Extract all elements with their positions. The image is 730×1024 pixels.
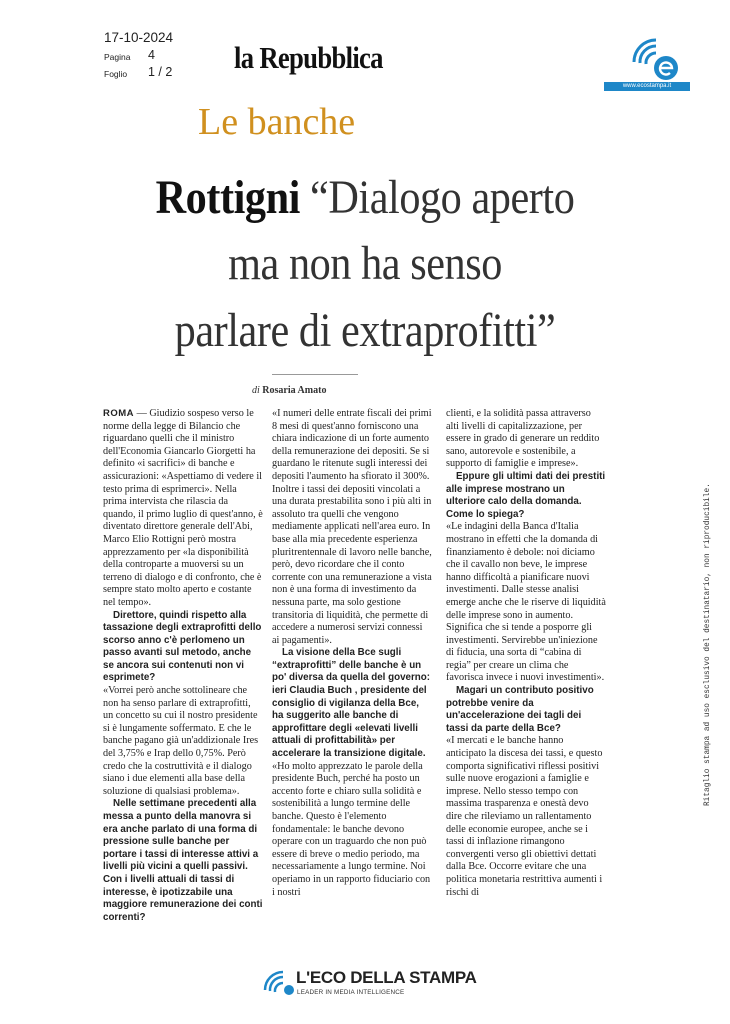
question: Magari un contributo positivo potrebbe venire da un'accelerazione dei tagli dei tassi da parte della Bce? (446, 685, 594, 734)
answer: «Le indagini della Banca d'Italia mostrano in effetti che la domanda di finanziamento è debole: noi diciamo che il cavallo non beve, le imprese hanno difficoltà a pianificare nuovi investimenti. Dalle stesse analisi emerge anche che le riserve di liquidità delle imprese sono in aumento. Significa che si tende a posporre gli investimenti. Servirebbe un'iniezione di fiducia, una sorta di “cabina di regia” per creare un clima che favorisca invece i nuovi investimenti». (446, 521, 606, 684)
section-kicker: Le banche (198, 101, 356, 143)
foglio-label: Foglio (104, 69, 128, 79)
headline-line-2: ma non ha senso (228, 237, 502, 290)
question: Eppure gli ultimi dati dei prestiti alle imprese mostrano un ulteriore calo della domanda. Come lo spiega? (446, 470, 606, 520)
date: 17-10-2024 (104, 30, 174, 45)
ecostampa-footer-logo-icon (262, 966, 298, 996)
ecostampa-logo-icon (630, 32, 682, 84)
article-column-2 (272, 408, 432, 899)
dateline-city: ROMA (103, 408, 135, 419)
byline (252, 385, 326, 396)
answer: «Ho molto apprezzato le parole della presidente Buch, perché ha posto un accento forte e chiaro sulla solidità e sostenibilità a lungo termine delle banche. Questo è l'elemento fondamentale: le banche devono operare con un traguardo che non può essere di breve o medio periodo, ma necessariamente a lungo termine. Noi operiamo in un rapporto fiduciario con i nostri (272, 760, 431, 898)
paragraph (103, 408, 263, 610)
headline-line-3: parlare di extraprofitti” (174, 304, 556, 357)
byline-prefix: di (252, 385, 260, 396)
answer: «I mercati e le banche hanno anticipato la discesa dei tassi, e questo comporta significativi riflessi positivi sulle nuove erogazioni a famiglie e imprese. Nello stesso tempo con massima trasparenza e onestà devo dire che rileviamo un rallentamento delle economie europee, anche se i tassi di inflazione rimangono convergenti verso gli obiettivi dettati dalla Bce. Occorre evitare che una politica monetaria restrittiva aumenti i rischi di (446, 735, 603, 898)
question: Direttore, quindi rispetto alla tassazione degli extraprofitti dello scorso anno c'è perlomeno un passo avanti sul metodo, anche se ancora sui contenuti non vi esprimete? (103, 609, 262, 684)
side-note-text: Ritaglio stampa ad uso esclusivo del destinatario, non riproducibile. (704, 483, 712, 806)
headline-quote-start: “Dialogo aperto (310, 171, 575, 224)
answer: clienti, e la solidità passa attraverso alti livelli di capitalizzazione, per essere in grado di generare un reddito sano, autorevole e sostenibile, a supporto di famiglie e imprese». (446, 408, 600, 470)
footer-brand: L'ECO DELLA STAMPA (296, 968, 477, 987)
ecostampa-url[interactable]: www.ecostampa.it (604, 82, 690, 91)
article-column-3 (446, 408, 606, 899)
newspaper-masthead: la Repubblica (234, 40, 383, 75)
paragraph-text: — Giudizio sospeso verso le norme della legge di Bilancio che riguardano quelli che il ministro dell'Economia Giancarlo Giorgetti ha definito «i sacrifici» di banche e assicurazioni: «Aspettiamo di vedere il testo prima di esprimerci». Nella prima intervista che rilascia da quando, il primo luglio di quest'anno, è diventato direttore generale dell'Abi, Marco Elio Rottigni però mostra apprezzamento per «la disponibilità della controparte a muoversi su un terreno di dialogo e di confronto, che è sempre stato molto aperto e costante nel tempo». (103, 408, 263, 608)
divider (272, 374, 358, 375)
headline-name: Rottigni (155, 171, 300, 224)
question: La visione della Bce sugli “extraprofitti” delle banche è un po' diversa da quella del governo: ieri Claudia Buch , presidente del consiglio di vigilanza della Bce, ha suggerito alle banche di approfittare degli «elevati livelli attuali di profittabilità» per accelerare la transizione digitale. (272, 647, 431, 760)
footer-tagline: LEADER IN MEDIA INTELLIGENCE (297, 989, 405, 996)
side-note (704, 326, 718, 806)
article-column-1 (103, 408, 263, 924)
pagina-label: Pagina (104, 52, 131, 62)
answer: «Vorrei però anche sottolineare che non ha senso parlare di extraprofitti, un concetto su cui il nostro presidente si è lungamente soffermato. E che le banche pagano già un'addizionale Ires del 3,75% e Irap dello 0,75%. Però credo che la costruttività e il dialogo siano i due elementi alla base della soluzione di qualsiasi problema». (103, 685, 259, 797)
headline-line-1 (44, 172, 686, 224)
foglio-value: 1 / 2 (148, 65, 173, 79)
question: Nelle settimane precedenti alla messa a punto della manovra si era anche parlato di una forma di pressione sulle banche per portare i tassi di interesse attivi a livelli più vicini a quelli passivi. Con i livelli attuali di tassi di interesse, è ipotizzabile una maggiore remunerazione dei conti correnti? (103, 798, 263, 923)
answer: «I numeri delle entrate fiscali dei primi 8 mesi di quest'anno forniscono una chiara indicazione di un forte aumento della remunerazione dei depositi. Se si guardano le ritenute sugli interessi dei depositi l'aumento ha sfiorato il 300%. Inoltre i tassi dei depositi vincolati a una durata prestabilita sono i più alti in assoluto tra quelli che vengono mediamente applicati nell'area euro. In base alla mia precedente esperienza pluritrentennale di lavoro nelle banche, però, devo ricordare che il conto corrente con una remunerazione a vista non è una forma di investimento da nessuna parte, ma solo gestione transitoria di liquidità, che permette di accedere a numerosi servizi connessi ai pagamenti». (272, 408, 432, 646)
byline-author: Rosaria Amato (262, 385, 327, 396)
pagina-value: 4 (148, 48, 155, 62)
